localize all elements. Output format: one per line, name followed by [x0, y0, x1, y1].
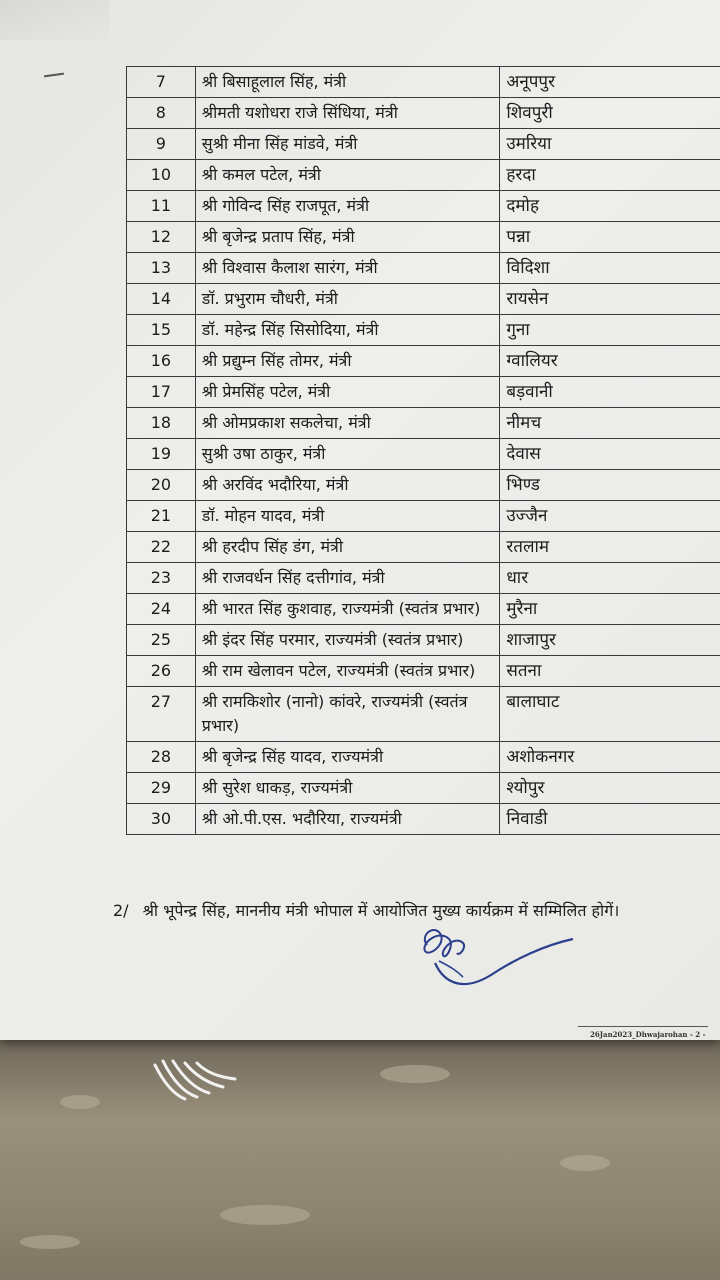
- district-name: पन्ना: [500, 222, 720, 253]
- table-row: [127, 377, 720, 408]
- row-number: 26: [127, 656, 196, 687]
- footer-rule: [578, 1026, 708, 1027]
- district-name: शाजापुर: [500, 625, 720, 656]
- row-number: 21: [127, 501, 196, 532]
- row-number: 27: [127, 687, 196, 742]
- district-name: नीमच: [500, 408, 720, 439]
- district-name: धार: [500, 563, 720, 594]
- minister-name: श्री हरदीप सिंह डंग, मंत्री: [195, 532, 500, 563]
- minister-district-table: [126, 66, 720, 835]
- table-row: [127, 594, 720, 625]
- minister-name: श्रीमती यशोधरा राजे सिंधिया, मंत्री: [195, 98, 500, 129]
- row-number: 11: [127, 191, 196, 222]
- district-name: रतलाम: [500, 532, 720, 563]
- paragraph-text: श्री भूपेन्द्र सिंह, माननीय मंत्री भोपाल में आयोजित मुख्य कार्यक्रम में सम्मिलित होगें।: [142, 901, 620, 920]
- district-name: भिण्ड: [500, 470, 720, 501]
- district-name: विदिशा: [500, 253, 720, 284]
- minister-name: श्री प्रद्युम्न सिंह तोमर, मंत्री: [195, 346, 500, 377]
- row-number: 20: [127, 470, 196, 501]
- row-number: 12: [127, 222, 196, 253]
- minister-name: श्री विश्वास कैलाश सारंग, मंत्री: [195, 253, 500, 284]
- minister-name: श्री अरविंद भदौरिया, मंत्री: [195, 470, 500, 501]
- district-name: गुना: [500, 315, 720, 346]
- table-row: [127, 470, 720, 501]
- row-number: 22: [127, 532, 196, 563]
- minister-name: सुश्री उषा ठाकुर, मंत्री: [195, 439, 500, 470]
- table-row: [127, 160, 720, 191]
- row-number: 14: [127, 284, 196, 315]
- signature-icon: [405, 905, 585, 1005]
- table-row: [127, 67, 720, 98]
- table-row: [127, 253, 720, 284]
- minister-name: श्री राजवर्धन सिंह दत्तीगांव, मंत्री: [195, 563, 500, 594]
- district-name: बड़वानी: [500, 377, 720, 408]
- minister-name: श्री राम खेलावन पटेल, राज्यमंत्री (स्वतंत्र प्रभार): [195, 656, 500, 687]
- table-row: [127, 284, 720, 315]
- table-body: [127, 67, 720, 835]
- table-row: [127, 742, 720, 773]
- minister-name: श्री ओमप्रकाश सकलेचा, मंत्री: [195, 408, 500, 439]
- table-row: [127, 222, 720, 253]
- table-row: [127, 439, 720, 470]
- row-number: 23: [127, 563, 196, 594]
- row-number: 30: [127, 804, 196, 835]
- row-number: 24: [127, 594, 196, 625]
- row-number: 17: [127, 377, 196, 408]
- paragraph-number: 2/: [113, 901, 129, 920]
- district-name: हरदा: [500, 160, 720, 191]
- district-name: उमरिया: [500, 129, 720, 160]
- minister-name: सुश्री मीना सिंह मांडवे, मंत्री: [195, 129, 500, 160]
- row-number: 16: [127, 346, 196, 377]
- row-number: 8: [127, 98, 196, 129]
- district-name: मुरैना: [500, 594, 720, 625]
- footer-reference: 26Jan2023_Dhwajarohan - 2 -: [590, 1030, 706, 1039]
- district-name: सतना: [500, 656, 720, 687]
- table-row: [127, 656, 720, 687]
- minister-name: श्री गोविन्द सिंह राजपूत, मंत्री: [195, 191, 500, 222]
- table-row: [127, 191, 720, 222]
- minister-name: श्री भारत सिंह कुशवाह, राज्यमंत्री (स्वतंत्र प्रभार): [195, 594, 500, 625]
- table-row: [127, 315, 720, 346]
- district-name: अशोकनगर: [500, 742, 720, 773]
- minister-name: श्री सुरेश धाकड़, राज्यमंत्री: [195, 773, 500, 804]
- row-number: 15: [127, 315, 196, 346]
- district-name: दमोह: [500, 191, 720, 222]
- table-row: [127, 773, 720, 804]
- table-row: [127, 687, 720, 742]
- minister-name: डॉ. मोहन यादव, मंत्री: [195, 501, 500, 532]
- minister-name: श्री इंदर सिंह परमार, राज्यमंत्री (स्वतंत्र प्रभार): [195, 625, 500, 656]
- row-number: 13: [127, 253, 196, 284]
- row-number: 18: [127, 408, 196, 439]
- table-row: [127, 501, 720, 532]
- minister-name: श्री ओ.पी.एस. भदौरिया, राज्यमंत्री: [195, 804, 500, 835]
- row-number: 28: [127, 742, 196, 773]
- minister-name: श्री बिसाहूलाल सिंह, मंत्री: [195, 67, 500, 98]
- minister-name: श्री प्रेमसिंह पटेल, मंत्री: [195, 377, 500, 408]
- district-name: शिवपुरी: [500, 98, 720, 129]
- minister-name: श्री बृजेन्द्र प्रताप सिंह, मंत्री: [195, 222, 500, 253]
- minister-name: श्री कमल पटेल, मंत्री: [195, 160, 500, 191]
- row-number: 10: [127, 160, 196, 191]
- margin-mark: [44, 73, 64, 78]
- district-name: निवाडी: [500, 804, 720, 835]
- row-number: 25: [127, 625, 196, 656]
- table-row: [127, 408, 720, 439]
- district-name: बालाघाट: [500, 687, 720, 742]
- table-row: [127, 346, 720, 377]
- minister-name: डॉ. महेन्द्र सिंह सिसोदिया, मंत्री: [195, 315, 500, 346]
- row-number: 19: [127, 439, 196, 470]
- district-name: देवास: [500, 439, 720, 470]
- row-number: 7: [127, 67, 196, 98]
- district-name: रायसेन: [500, 284, 720, 315]
- floor-background: [0, 1035, 720, 1280]
- table-row: [127, 98, 720, 129]
- minister-name: श्री बृजेन्द्र सिंह यादव, राज्यमंत्री: [195, 742, 500, 773]
- table-row: [127, 129, 720, 160]
- table-row: [127, 625, 720, 656]
- paper-fold: [0, 0, 110, 40]
- district-name: ग्वालियर: [500, 346, 720, 377]
- table-row: [127, 532, 720, 563]
- thread-tassel-icon: [145, 1055, 245, 1105]
- minister-name: डॉ. प्रभुराम चौधरी, मंत्री: [195, 284, 500, 315]
- table-row: [127, 804, 720, 835]
- row-number: 29: [127, 773, 196, 804]
- district-name: अनूपपुर: [500, 67, 720, 98]
- district-name: उज्जैन: [500, 501, 720, 532]
- row-number: 9: [127, 129, 196, 160]
- district-name: श्योपुर: [500, 773, 720, 804]
- minister-name: श्री रामकिशोर (नानो) कांवरे, राज्यमंत्री (स्वतंत्र प्रभार): [195, 687, 500, 742]
- table-row: [127, 563, 720, 594]
